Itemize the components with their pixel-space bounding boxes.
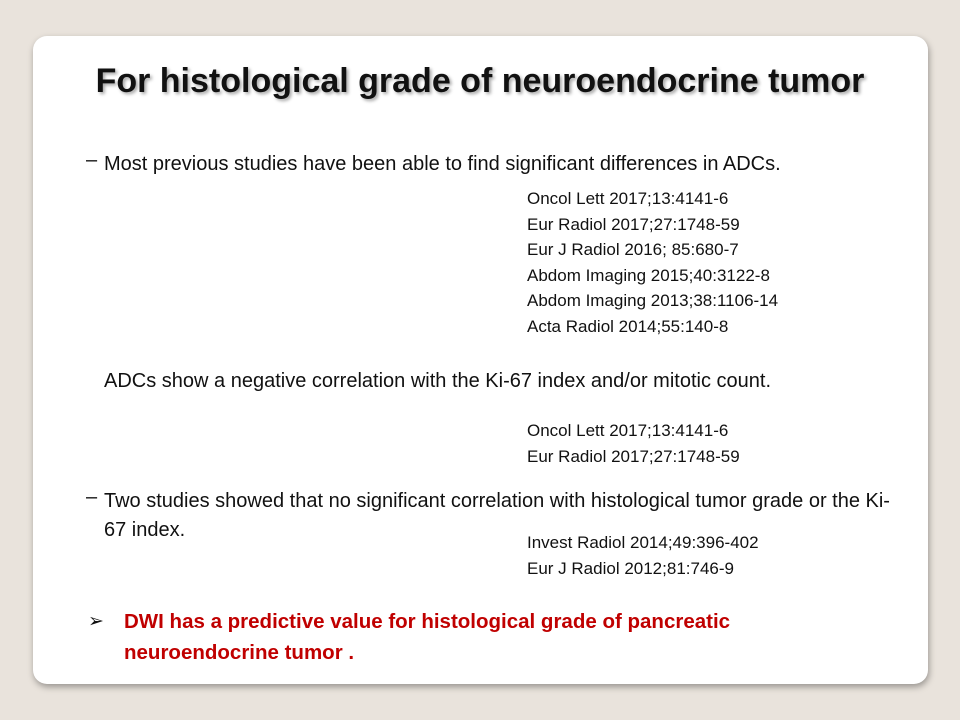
reference-line: Acta Radiol 2014;55:140-8: [527, 316, 729, 336]
conclusion-text: DWI has a predictive value for histological grade of pancreatic neuroendocrine tumor .: [124, 610, 731, 664]
reference-line: Eur Radiol 2017;27:1748-59: [527, 446, 740, 466]
reference-list-3: [527, 530, 759, 581]
slide-title: For histological grade of neuroendocrine tumor: [95, 62, 865, 100]
bullet-item-1: [86, 150, 906, 179]
bullet-item-2: [86, 487, 906, 545]
reference-line: Eur J Radiol 2012;81:746-9: [527, 558, 734, 578]
reference-line: Oncol Lett 2017;13:4141-6: [527, 189, 729, 208]
reference-list-1: [527, 186, 778, 339]
reference-list-2: [527, 418, 740, 469]
dash-bullet-icon: –: [86, 149, 98, 171]
dash-bullet-icon: –: [86, 486, 98, 508]
reference-line: Eur J Radiol 2016; 85:680-7: [527, 240, 739, 259]
adc-correlation-statement: ADCs show a negative correlation with the Ki-67 index and/or mitotic count.: [104, 370, 772, 392]
reference-line: Abdom Imaging 2015;40:3122-8: [527, 265, 770, 285]
conclusion-item: [88, 606, 868, 668]
reference-line: Abdom Imaging 2013;38:1106-14: [527, 291, 779, 310]
arrow-bullet-icon: ➢: [88, 611, 104, 632]
reference-line: Oncol Lett 2017;13:4141-6: [527, 421, 729, 440]
slide-card: [33, 36, 928, 684]
reference-line: Invest Radiol 2014;49:396-402: [527, 533, 759, 552]
reference-line: Eur Radiol 2017;27:1748-59: [527, 214, 740, 234]
bullet-text-2: Two studies showed that no significant correlation with histological tumor grade or the Ki-67 index.: [104, 490, 890, 541]
bullet-text-1: Most previous studies have been able to find significant differences in ADCs.: [104, 153, 781, 175]
